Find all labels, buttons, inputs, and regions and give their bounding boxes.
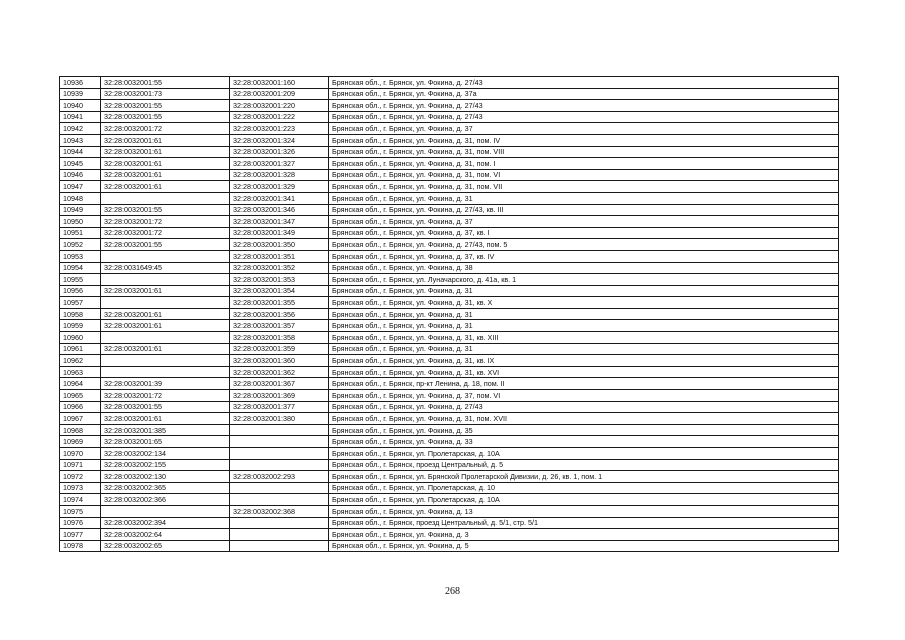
table-row	[60, 134, 839, 146]
object-cadastral-cell	[230, 540, 329, 552]
address-cell: Брянская обл., г. Брянск, ул. Фокина, д. 33	[329, 436, 839, 448]
parcel-cadastral-cell: 32:28:0032001:61	[101, 308, 230, 320]
object-cadastral-cell: 32:28:0032001:223	[230, 123, 329, 135]
parcel-cadastral-cell: 32:28:0032001:55	[101, 239, 230, 251]
record-number-cell: 10969	[60, 436, 101, 448]
parcel-cadastral-cell: 32:28:0032002:64	[101, 529, 230, 541]
parcel-cadastral-cell: 32:28:0032001:61	[101, 134, 230, 146]
object-cadastral-cell: 32:28:0032001:353	[230, 274, 329, 286]
address-cell: Брянская обл., г. Брянск, ул. Пролетарская, д. 10	[329, 482, 839, 494]
address-cell: Брянская обл., г. Брянск, ул. Фокина, д. 31	[329, 192, 839, 204]
table-row	[60, 494, 839, 506]
record-number-cell: 10941	[60, 111, 101, 123]
address-cell: Брянская обл., г. Брянск, ул. Луначарского, д. 41а, кв. 1	[329, 274, 839, 286]
address-cell: Брянская обл., г. Брянск, ул. Фокина, д. 31, кв. XVI	[329, 366, 839, 378]
table-row	[60, 111, 839, 123]
parcel-cadastral-cell: 32:28:0032002:134	[101, 448, 230, 460]
parcel-cadastral-cell: 32:28:0032002:365	[101, 482, 230, 494]
address-cell: Брянская обл., г. Брянск, ул. Фокина, д. 3	[329, 529, 839, 541]
address-cell: Брянская обл., г. Брянск, проезд Центральный, д. 5/1, стр. 5/1	[329, 517, 839, 529]
address-cell: Брянская обл., г. Брянск, ул. Фокина, д. 35	[329, 424, 839, 436]
table-row	[60, 285, 839, 297]
object-cadastral-cell: 32:28:0032001:329	[230, 181, 329, 193]
address-cell: Брянская обл., г. Брянск, ул. Фокина, д. 37	[329, 123, 839, 135]
parcel-cadastral-cell: 32:28:0032001:61	[101, 343, 230, 355]
record-number-cell: 10976	[60, 517, 101, 529]
parcel-cadastral-cell: 32:28:0032001:61	[101, 158, 230, 170]
address-cell: Брянская обл., г. Брянск, ул. Фокина, д. 13	[329, 505, 839, 517]
parcel-cadastral-cell: 32:28:0032001:61	[101, 413, 230, 425]
table-row	[60, 169, 839, 181]
object-cadastral-cell: 32:28:0032001:209	[230, 88, 329, 100]
table-row	[60, 297, 839, 309]
table-row	[60, 146, 839, 158]
table-row	[60, 123, 839, 135]
property-registry-table	[59, 76, 839, 552]
address-cell: Брянская обл., г. Брянск, ул. Пролетарская, д. 10А	[329, 448, 839, 460]
object-cadastral-cell: 32:28:0032002:293	[230, 471, 329, 483]
address-cell: Брянская обл., г. Брянск, ул. Фокина, д. 27/43	[329, 77, 839, 89]
object-cadastral-cell: 32:28:0032001:362	[230, 366, 329, 378]
address-cell: Брянская обл., г. Брянск, ул. Фокина, д. 31, пом. IV	[329, 134, 839, 146]
parcel-cadastral-cell: 32:28:0032001:72	[101, 390, 230, 402]
table-row	[60, 529, 839, 541]
parcel-cadastral-cell: 32:28:0032002:366	[101, 494, 230, 506]
table-row	[60, 471, 839, 483]
object-cadastral-cell: 32:28:0032001:377	[230, 401, 329, 413]
table-row	[60, 482, 839, 494]
object-cadastral-cell: 32:28:0032001:220	[230, 100, 329, 112]
table-row	[60, 216, 839, 228]
record-number-cell: 10975	[60, 505, 101, 517]
table-row	[60, 320, 839, 332]
record-number-cell: 10956	[60, 285, 101, 297]
object-cadastral-cell	[230, 517, 329, 529]
record-number-cell: 10974	[60, 494, 101, 506]
parcel-cadastral-cell: 32:28:0032002:65	[101, 540, 230, 552]
address-cell: Брянская обл., г. Брянск, ул. Фокина, д. 27/43	[329, 111, 839, 123]
record-number-cell: 10967	[60, 413, 101, 425]
record-number-cell: 10949	[60, 204, 101, 216]
object-cadastral-cell: 32:28:0032001:350	[230, 239, 329, 251]
registry-table-body	[60, 77, 839, 552]
table-row	[60, 332, 839, 344]
object-cadastral-cell: 32:28:0032001:380	[230, 413, 329, 425]
parcel-cadastral-cell: 32:28:0032001:55	[101, 204, 230, 216]
parcel-cadastral-cell	[101, 355, 230, 367]
table-row	[60, 308, 839, 320]
parcel-cadastral-cell	[101, 274, 230, 286]
parcel-cadastral-cell	[101, 366, 230, 378]
table-row	[60, 448, 839, 460]
parcel-cadastral-cell: 32:28:0032001:65	[101, 436, 230, 448]
address-cell: Брянская обл., г. Брянск, ул. Фокина, д. 31, кв. XIII	[329, 332, 839, 344]
table-row	[60, 181, 839, 193]
record-number-cell: 10955	[60, 274, 101, 286]
table-row	[60, 204, 839, 216]
record-number-cell: 10944	[60, 146, 101, 158]
object-cadastral-cell: 32:28:0032001:357	[230, 320, 329, 332]
address-cell: Брянская обл., г. Брянск, ул. Фокина, д. 37, кв. IV	[329, 250, 839, 262]
table-row	[60, 401, 839, 413]
address-cell: Брянская обл., г. Брянск, ул. Фокина, д. 37	[329, 216, 839, 228]
table-row	[60, 343, 839, 355]
parcel-cadastral-cell: 32:28:0032001:61	[101, 285, 230, 297]
address-cell: Брянская обл., г. Брянск, ул. Фокина, д. 27/43, пом. 5	[329, 239, 839, 251]
record-number-cell: 10966	[60, 401, 101, 413]
object-cadastral-cell: 32:28:0032001:341	[230, 192, 329, 204]
parcel-cadastral-cell: 32:28:0032001:55	[101, 111, 230, 123]
address-cell: Брянская обл., г. Брянск, ул. Фокина, д. 31, пом. VII	[329, 181, 839, 193]
record-number-cell: 10965	[60, 390, 101, 402]
address-cell: Брянская обл., г. Брянск, ул. Фокина, д. 31	[329, 285, 839, 297]
address-cell: Брянская обл., г. Брянск, ул. Фокина, д. 27/43, кв. III	[329, 204, 839, 216]
parcel-cadastral-cell: 32:28:0032001:73	[101, 88, 230, 100]
parcel-cadastral-cell: 32:28:0032002:155	[101, 459, 230, 471]
record-number-cell: 10950	[60, 216, 101, 228]
parcel-cadastral-cell	[101, 297, 230, 309]
record-number-cell: 10959	[60, 320, 101, 332]
object-cadastral-cell: 32:28:0032001:327	[230, 158, 329, 170]
object-cadastral-cell: 32:28:0032001:347	[230, 216, 329, 228]
address-cell: Брянская обл., г. Брянск, ул. Фокина, д. 27/43	[329, 100, 839, 112]
record-number-cell: 10968	[60, 424, 101, 436]
table-row	[60, 227, 839, 239]
object-cadastral-cell: 32:28:0032001:349	[230, 227, 329, 239]
record-number-cell: 10962	[60, 355, 101, 367]
address-cell: Брянская обл., г. Брянск, ул. Фокина, д. 31	[329, 343, 839, 355]
table-row	[60, 378, 839, 390]
object-cadastral-cell	[230, 459, 329, 471]
record-number-cell: 10958	[60, 308, 101, 320]
object-cadastral-cell: 32:28:0032001:354	[230, 285, 329, 297]
record-number-cell: 10942	[60, 123, 101, 135]
parcel-cadastral-cell	[101, 250, 230, 262]
object-cadastral-cell	[230, 529, 329, 541]
table-row	[60, 459, 839, 471]
object-cadastral-cell: 32:28:0032001:367	[230, 378, 329, 390]
record-number-cell: 10973	[60, 482, 101, 494]
record-number-cell: 10943	[60, 134, 101, 146]
address-cell: Брянская обл., г. Брянск, ул. Фокина, д. 37, кв. I	[329, 227, 839, 239]
parcel-cadastral-cell: 32:28:0031649:45	[101, 262, 230, 274]
record-number-cell: 10940	[60, 100, 101, 112]
record-number-cell: 10945	[60, 158, 101, 170]
object-cadastral-cell: 32:28:0032001:328	[230, 169, 329, 181]
record-number-cell: 10978	[60, 540, 101, 552]
table-row	[60, 366, 839, 378]
address-cell: Брянская обл., г. Брянск, ул. Фокина, д. 31	[329, 320, 839, 332]
parcel-cadastral-cell: 32:28:0032001:61	[101, 169, 230, 181]
parcel-cadastral-cell: 32:28:0032001:55	[101, 401, 230, 413]
address-cell: Брянская обл., г. Брянск, ул. Фокина, д. 27/43	[329, 401, 839, 413]
address-cell: Брянская обл., г. Брянск, ул. Фокина, д. 31, пом. VI	[329, 169, 839, 181]
object-cadastral-cell: 32:28:0032001:369	[230, 390, 329, 402]
object-cadastral-cell: 32:28:0032001:160	[230, 77, 329, 89]
parcel-cadastral-cell: 32:28:0032001:39	[101, 378, 230, 390]
object-cadastral-cell	[230, 436, 329, 448]
record-number-cell: 10948	[60, 192, 101, 204]
address-cell: Брянская обл., г. Брянск, ул. Фокина, д. 31, пом. I	[329, 158, 839, 170]
record-number-cell: 10964	[60, 378, 101, 390]
address-cell: Брянская обл., г. Брянск, ул. Фокина, д. 38	[329, 262, 839, 274]
table-row	[60, 250, 839, 262]
table-row	[60, 540, 839, 552]
address-cell: Брянская обл., г. Брянск, ул. Пролетарская, д. 10А	[329, 494, 839, 506]
record-number-cell: 10939	[60, 88, 101, 100]
address-cell: Брянская обл., г. Брянск, ул. Фокина, д. 31, кв. X	[329, 297, 839, 309]
parcel-cadastral-cell: 32:28:0032001:55	[101, 100, 230, 112]
record-number-cell: 10952	[60, 239, 101, 251]
table-row	[60, 77, 839, 89]
table-row	[60, 239, 839, 251]
parcel-cadastral-cell	[101, 505, 230, 517]
parcel-cadastral-cell: 32:28:0032001:61	[101, 181, 230, 193]
address-cell: Брянская обл., г. Брянск, ул. Фокина, д. 31	[329, 308, 839, 320]
page-number: 268	[445, 586, 460, 597]
record-number-cell: 10963	[60, 366, 101, 378]
record-number-cell: 10961	[60, 343, 101, 355]
object-cadastral-cell: 32:28:0032002:368	[230, 505, 329, 517]
parcel-cadastral-cell: 32:28:0032001:61	[101, 146, 230, 158]
table-row	[60, 100, 839, 112]
record-number-cell: 10971	[60, 459, 101, 471]
object-cadastral-cell: 32:28:0032001:324	[230, 134, 329, 146]
table-row	[60, 262, 839, 274]
parcel-cadastral-cell: 32:28:0032001:72	[101, 227, 230, 239]
parcel-cadastral-cell: 32:28:0032001:72	[101, 123, 230, 135]
address-cell: Брянская обл., г. Брянск, ул. Фокина, д. 31, кв. IX	[329, 355, 839, 367]
parcel-cadastral-cell: 32:28:0032001:385	[101, 424, 230, 436]
table-row	[60, 274, 839, 286]
record-number-cell: 10970	[60, 448, 101, 460]
record-number-cell: 10946	[60, 169, 101, 181]
object-cadastral-cell: 32:28:0032001:356	[230, 308, 329, 320]
record-number-cell: 10954	[60, 262, 101, 274]
address-cell: Брянская обл., г. Брянск, ул. Фокина, д. 31, пом. XVII	[329, 413, 839, 425]
address-cell: Брянская обл., г. Брянск, ул. Фокина, д. 5	[329, 540, 839, 552]
table-row	[60, 390, 839, 402]
address-cell: Брянская обл., г. Брянск, ул. Фокина, д. 37а	[329, 88, 839, 100]
address-cell: Брянская обл., г. Брянск, ул. Фокина, д. 37, пом. VI	[329, 390, 839, 402]
table-row	[60, 355, 839, 367]
parcel-cadastral-cell: 32:28:0032001:55	[101, 77, 230, 89]
address-cell: Брянская обл., г. Брянск, ул. Фокина, д. 31, пом. VIII	[329, 146, 839, 158]
record-number-cell: 10953	[60, 250, 101, 262]
object-cadastral-cell: 32:28:0032001:358	[230, 332, 329, 344]
object-cadastral-cell: 32:28:0032001:352	[230, 262, 329, 274]
object-cadastral-cell: 32:28:0032001:346	[230, 204, 329, 216]
table-row	[60, 436, 839, 448]
table-row	[60, 88, 839, 100]
address-cell: Брянская обл., г. Брянск, проезд Центральный, д. 5	[329, 459, 839, 471]
parcel-cadastral-cell: 32:28:0032001:61	[101, 320, 230, 332]
record-number-cell: 10977	[60, 529, 101, 541]
record-number-cell: 10960	[60, 332, 101, 344]
object-cadastral-cell	[230, 482, 329, 494]
parcel-cadastral-cell	[101, 332, 230, 344]
object-cadastral-cell: 32:28:0032001:326	[230, 146, 329, 158]
address-cell: Брянская обл., г. Брянск, пр-кт Ленина, д. 18, пом. II	[329, 378, 839, 390]
parcel-cadastral-cell	[101, 192, 230, 204]
record-number-cell: 10936	[60, 77, 101, 89]
object-cadastral-cell: 32:28:0032001:222	[230, 111, 329, 123]
object-cadastral-cell	[230, 494, 329, 506]
object-cadastral-cell: 32:28:0032001:351	[230, 250, 329, 262]
table-row	[60, 505, 839, 517]
parcel-cadastral-cell: 32:28:0032002:130	[101, 471, 230, 483]
object-cadastral-cell: 32:28:0032001:360	[230, 355, 329, 367]
table-row	[60, 158, 839, 170]
parcel-cadastral-cell: 32:28:0032002:394	[101, 517, 230, 529]
record-number-cell: 10957	[60, 297, 101, 309]
table-row	[60, 424, 839, 436]
table-row	[60, 517, 839, 529]
record-number-cell: 10947	[60, 181, 101, 193]
object-cadastral-cell	[230, 424, 329, 436]
object-cadastral-cell: 32:28:0032001:359	[230, 343, 329, 355]
table-row	[60, 192, 839, 204]
address-cell: Брянская обл., г. Брянск, ул. Брянской Пролетарской Дивизии, д. 26, кв. 1, пом. 1	[329, 471, 839, 483]
object-cadastral-cell	[230, 448, 329, 460]
record-number-cell: 10951	[60, 227, 101, 239]
record-number-cell: 10972	[60, 471, 101, 483]
parcel-cadastral-cell: 32:28:0032001:72	[101, 216, 230, 228]
table-row	[60, 413, 839, 425]
object-cadastral-cell: 32:28:0032001:355	[230, 297, 329, 309]
